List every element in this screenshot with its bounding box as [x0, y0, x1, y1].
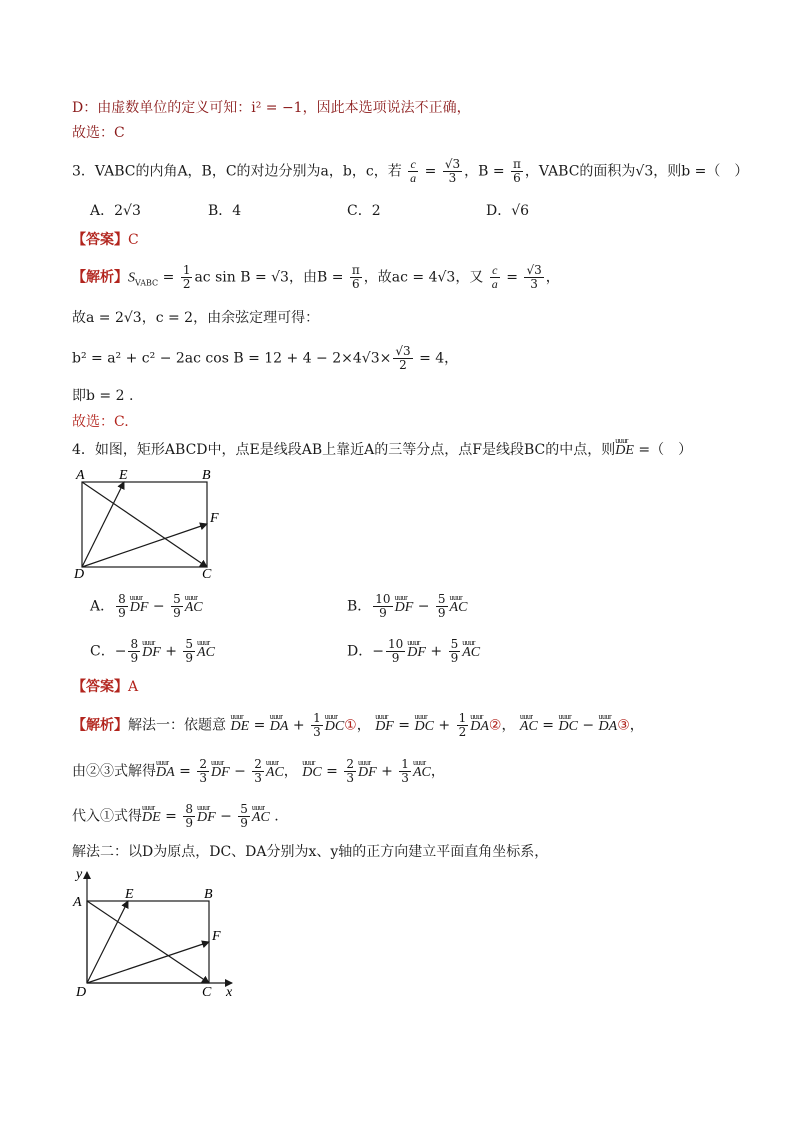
label-c-2: C	[202, 985, 212, 998]
coordinate-figure	[68, 866, 248, 998]
vector-df	[82, 524, 207, 567]
label-b-2: B	[204, 887, 213, 902]
rectangle-figure	[70, 462, 230, 580]
label-a-2: A	[73, 895, 82, 910]
q3-frac-sqrt3-3: $\frac{√3}{3}$	[444, 157, 461, 185]
q3-frac-ca: $\frac{c}{a}$	[410, 157, 417, 185]
q3-answer: 【答案】C	[72, 232, 139, 248]
q4-stem: 4．如图，矩形ABCD中，点E是线段AB上靠近A的三等分点，点F是线段BC的中点，则uuur DE =（ ）	[72, 440, 692, 461]
q4-answer: 【答案】A	[72, 679, 139, 695]
q3-analysis-line1: 【解析】$S_{VABC}$ = $\frac{1}{2}$ ac sin B = √3，由B = $\frac{\pi}{6}$ ，故ac = 4√3，又 $\frac{c}{a}$ = $\frac{√3}{3}$ ，	[72, 263, 560, 291]
label-b: B	[202, 468, 211, 483]
q3-analysis-line4: 即b = 2 .	[72, 388, 134, 404]
q4-choice-d: D．− $\frac{10}{9}$ uuur DF + $\frac{5}{9}$ uuur AC	[347, 638, 480, 665]
label-f: F	[210, 511, 219, 526]
q3-choice-d: D．√6	[486, 203, 530, 219]
q4-method2: 解法二：以D为原点，DC、DA分别为x、y轴的正方向建立平面直角坐标系，	[72, 844, 549, 860]
label-f-2: F	[212, 929, 221, 944]
q3-choice-a: A．2√3	[90, 203, 141, 219]
solution-d-line: D：由虚数单位的定义可知：i² = −1，因此本选项说法不正确，	[72, 100, 471, 116]
label-d: D	[74, 567, 85, 580]
label-e-2: E	[125, 887, 134, 902]
q4-choice-c: C．− $\frac{8}{9}$ uuur DF + $\frac{5}{9}$ uuur AC	[90, 638, 215, 665]
label-y: y	[76, 867, 83, 882]
label-c: C	[202, 567, 212, 580]
q3-stem: 3．VABC的内角A，B，C的对边分别为a，b，c，若 $\frac{c}{a}$ = $\frac{√3}{3}$ ，B = $\frac{\pi}{6}$ ，VABC的面积为√3，则b =（ ）	[72, 157, 749, 185]
q3-pick: 故选：C.	[72, 414, 129, 430]
q3-analysis-line2: 故a = 2√3，c = 2，由余弦定理可得：	[72, 310, 320, 326]
q4-choice-b: B． $\frac{10}{9}$ uuur DF − $\frac{5}{9}$ uuur AC	[347, 593, 467, 620]
vector-ac-2	[87, 901, 209, 983]
q4-substitute-line: 代入①式得uuur DE = $\frac{8}{9}$ uuur DF − $\frac{5}{9}$ uuur AC .	[72, 803, 279, 830]
label-a: A	[76, 468, 85, 483]
q3-analysis-line3: b² = a² + c² − 2ac cos B = 12 + 4 − 2×4√3× $\frac{√3}{2}$ = 4，	[72, 344, 459, 372]
q4-solve-line: 由②③式解得uuur DA = $\frac{2}{3}$ uuur DF − $\frac{2}{3}$ uuur AC， uuur DC = $\frac{2}{3}$ uuur DF + $\frac{1}{3}$ uuur AC，	[72, 758, 445, 785]
q3-choice-c: C．2	[347, 203, 381, 219]
label-d-2: D	[76, 985, 87, 998]
q4-method1: 【解析】解法一：依题意 uuur DE = uuur DA + $\frac{1}{3}$ uuur DC①， uuur DF = uuur DC + $\frac{1}{2}$ uuur DA②， uuur AC = uuur DC − uuur DA③，	[72, 712, 644, 739]
q3-choice-b: B．4	[208, 203, 242, 219]
pick-c-line: 故选：C	[72, 125, 125, 141]
vector-df-2	[87, 942, 209, 983]
label-x: x	[226, 985, 233, 998]
q3-frac-pi6: $\frac{\pi}{6}$	[513, 157, 521, 185]
vector-ac	[82, 482, 207, 567]
label-e: E	[119, 468, 128, 483]
q4-choice-a: A． $\frac{8}{9}$ uuur DF − $\frac{5}{9}$ uuur AC	[90, 593, 203, 620]
